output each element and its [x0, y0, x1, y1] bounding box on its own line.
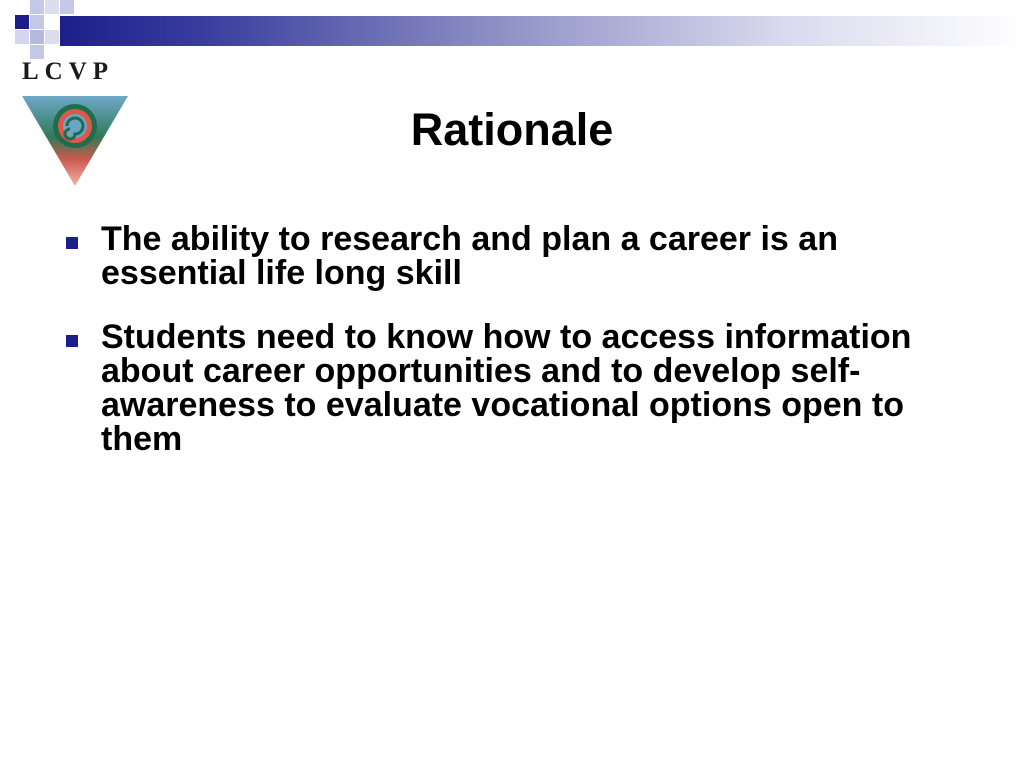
corner-square [15, 15, 29, 29]
logo-text: LCVP [22, 58, 115, 85]
bullet-item [66, 222, 946, 290]
slide-title: Rationale [410, 104, 614, 155]
corner-square [60, 0, 74, 14]
corner-square [45, 30, 59, 44]
bullet-text: Students need to know how to access information about career opportunities and to develop self-awareness to evaluate vocational options open to them [101, 318, 912, 458]
corner-square [30, 0, 44, 14]
bullet-item [66, 320, 946, 456]
corner-square [45, 0, 59, 14]
corner-square [30, 45, 44, 59]
header-gradient-bar [60, 16, 1024, 46]
square-bullet-icon [66, 335, 78, 347]
bullet-text: The ability to research and plan a career is an essential life long skill [101, 220, 838, 292]
square-bullet-icon [66, 237, 78, 249]
corner-square [15, 30, 29, 44]
bullet-list [66, 222, 946, 486]
corner-square [30, 15, 44, 29]
corner-square [30, 30, 44, 44]
